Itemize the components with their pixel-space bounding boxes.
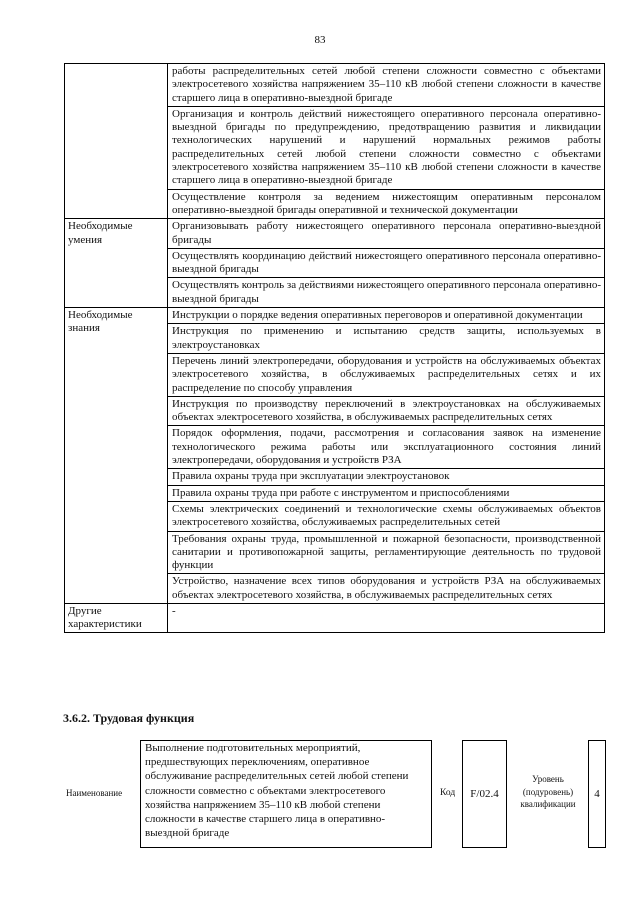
requirement-cell: Инструкции о порядке ведения оперативных переговоров и оперативной документации bbox=[168, 308, 605, 324]
requirement-cell: Порядок оформления, подачи, рассмотрения и согласования заявок на изменение технологического режима работы или эксплуатационного состояния линий электропередачи, оборудования и устройств РЗА bbox=[168, 426, 605, 469]
table-row bbox=[65, 64, 605, 107]
category-cell: Необходимые знания bbox=[65, 308, 168, 604]
table-row bbox=[65, 219, 605, 249]
requirement-cell: Инструкция по применению и испытанию средств защиты, используемых в электроустановках bbox=[168, 324, 605, 354]
requirement-cell: Организовывать работу нижестоящего оперативного персонала оперативно-выездной бригады bbox=[168, 219, 605, 249]
page-number: 83 bbox=[314, 34, 326, 46]
function-name-label: Наименование bbox=[66, 788, 123, 798]
requirement-cell: Требования охраны труда, промышленной и пожарной безопасности, производственной санитарии и противопожарной защиты, регламентирующие деятельность по трудовой функции bbox=[168, 531, 605, 574]
requirement-cell: Осуществлять контроль за действиями нижестоящего оперативного персонала оперативно-выездной бригады bbox=[168, 278, 605, 308]
qualification-level-label: Уровень (подуровень) квалификации bbox=[520, 774, 576, 809]
requirement-cell: Организация и контроль действий нижестоящего оперативного персонала оперативно-выездной бригады по предупреждению, предотвращению развития и ликвидации технологических нарушений и нарушений нормальных режимов работы распределительных сетей любой степени сложности совместно с объектами электросетевого хозяйства напряжением 35–110 кВ любой степени сложности в качестве старшего лица в оперативно-выездной бригаде bbox=[168, 106, 605, 189]
category-cell: Другие характеристики bbox=[65, 603, 168, 632]
function-code-value: F/02.4 bbox=[462, 740, 507, 848]
requirement-cell: Инструкция по производству переключений в электроустановках на обслуживаемых объектах электросетевого хозяйства, в обслуживаемых распределительных сетях bbox=[168, 396, 605, 426]
requirement-cell: - bbox=[168, 603, 605, 632]
requirement-cell: Перечень линий электропередачи, оборудования и устройств на обслуживаемых объектах электросетевого хозяйства, в обслуживаемых распределительных сетях и их распределение по способу управления bbox=[168, 353, 605, 396]
function-name-value: Выполнение подготовительных мероприятий, предшествующих переключениям, оперативное обслуживание распределительных сетей любой степени сложности совместно с объектами электросетевого хозяйства напряжением 35–110 кВ любой степени сложности в качестве старшего лица в оперативно-выездной бригаде bbox=[140, 740, 432, 848]
requirement-cell: Осуществлять координацию действий нижестоящего оперативного персонала оперативно-выездной бригады bbox=[168, 248, 605, 278]
qualification-level-value: 4 bbox=[588, 740, 606, 848]
category-cell: Необходимые умения bbox=[65, 219, 168, 308]
function-code-label: Код bbox=[440, 788, 456, 798]
requirement-cell: Правила охраны труда при работе с инструментом и приспособлениями bbox=[168, 485, 605, 501]
category-cell bbox=[65, 64, 168, 219]
requirement-cell: Схемы электрических соединений и технологические схемы обслуживаемых объектов электросетевого хозяйства, обслуживаемых распределительных сетей bbox=[168, 501, 605, 531]
section-title: 3.6.2. Трудовая функция bbox=[63, 711, 195, 725]
requirements-table bbox=[64, 63, 605, 633]
table-row bbox=[65, 603, 605, 632]
table-row bbox=[65, 308, 605, 324]
requirement-cell: работы распределительных сетей любой степени сложности совместно с объектами электросетевого хозяйства напряжением 35–110 кВ любой степени сложности в качестве старшего лица в оперативно-выездной бригаде bbox=[168, 64, 605, 107]
requirement-cell: Осуществление контроля за ведением нижестоящим оперативным персоналом оперативно-выездной бригады оперативной и технической документации bbox=[168, 189, 605, 219]
requirement-cell: Устройство, назначение всех типов оборудования и устройств РЗА на обслуживаемых объектах электросетевого хозяйства, в обслуживаемых распределительных сетях bbox=[168, 574, 605, 604]
requirement-cell: Правила охраны труда при эксплуатации электроустановок bbox=[168, 469, 605, 485]
